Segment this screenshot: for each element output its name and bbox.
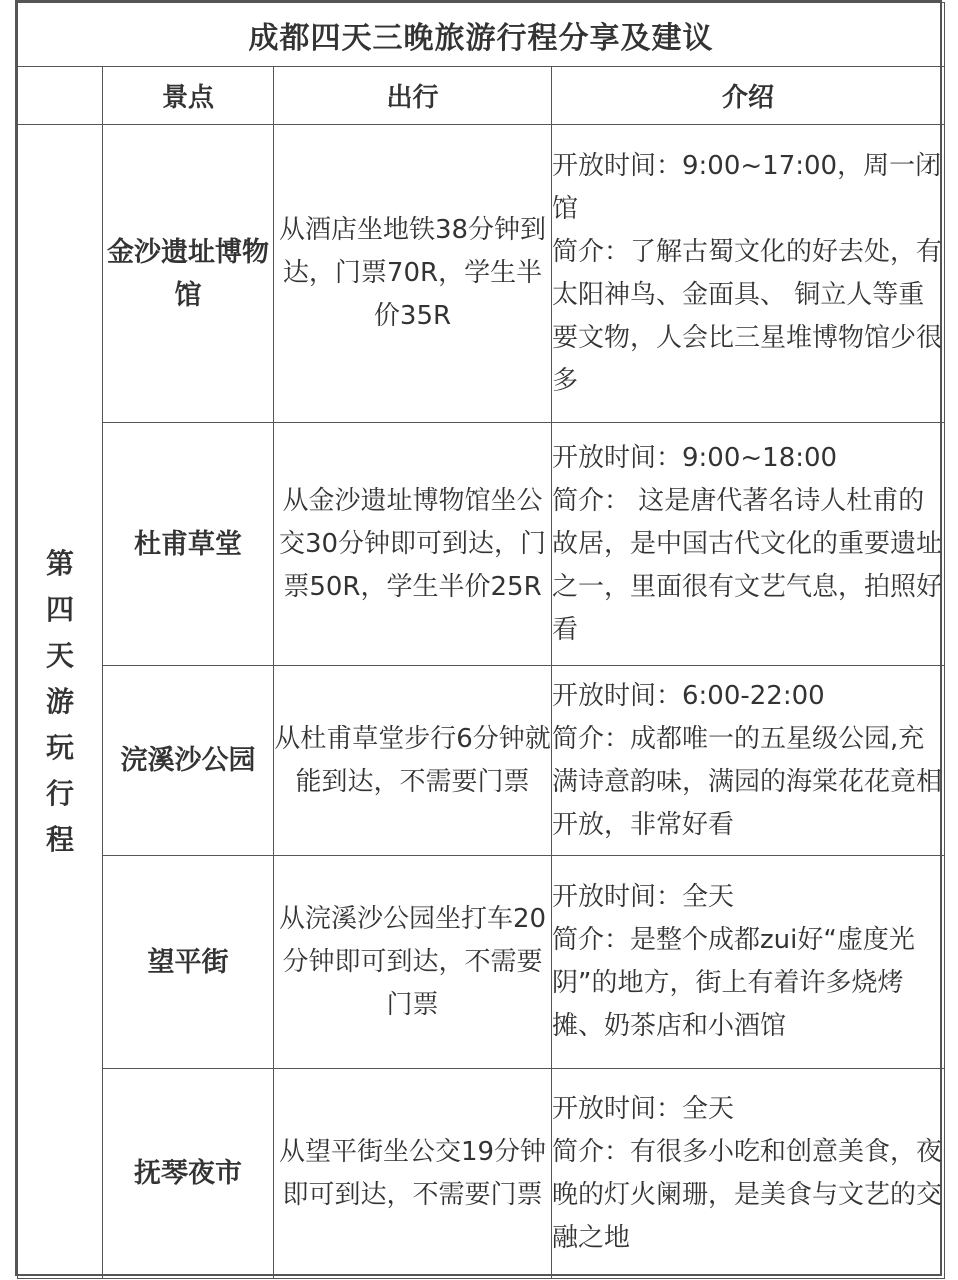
table-row <box>18 125 945 423</box>
header-row <box>18 67 945 125</box>
header-travel: 出行 <box>274 67 552 125</box>
spot-name: 金沙遗址博物馆 <box>103 125 274 423</box>
opening-hours: 开放时间：全天 <box>552 1093 735 1124</box>
table-row <box>18 856 945 1069</box>
day-label: 第四天游玩行程 <box>45 546 74 856</box>
spot-name: 望平街 <box>103 856 274 1069</box>
day-label-cell <box>18 125 103 1279</box>
travel-info: 从望平街坐公交19分钟即可到达，不需要门票 <box>274 1069 552 1279</box>
intro-text: 简介：了解古蜀文化的好去处，有太阳神鸟、金面具、 铜立人等重要文物，人会比三星堆博物馆少很多 <box>552 236 943 396</box>
opening-hours: 开放时间：9:00~17:00，周一闭馆 <box>552 150 942 224</box>
header-blank <box>18 67 103 125</box>
intro-cell <box>552 666 945 856</box>
header-intro: 介绍 <box>552 67 945 125</box>
opening-hours: 开放时间：6:00-22:00 <box>552 680 825 711</box>
itinerary-sheet <box>15 0 942 1276</box>
opening-hours: 开放时间：全天 <box>552 882 735 912</box>
spot-name: 杜甫草堂 <box>103 423 274 666</box>
intro-text: 简介：成都唯一的五星级公园,充满诗意韵味，满园的海棠花花竟相开放，非常好看 <box>552 723 943 840</box>
travel-info: 从浣溪沙公园坐打车20分钟即可到达，不需要门票 <box>274 856 552 1069</box>
spot-name: 浣溪沙公园 <box>103 666 274 856</box>
intro-text: 简介： 这是唐代著名诗人杜甫的故居，是中国古代文化的重要遗址之一，里面很有文艺气息，拍照好看 <box>552 485 943 645</box>
table-row <box>18 423 945 666</box>
opening-hours: 开放时间：9:00~18:00 <box>552 442 838 473</box>
page-title: 成都四天三晚旅游行程分享及建议 <box>18 3 945 67</box>
travel-info: 从杜甫草堂步行6分钟就能到达，不需要门票 <box>274 666 552 856</box>
table-row <box>18 1069 945 1279</box>
intro-text: 简介：是整个成都zui好“虚度光阴”的地方，街上有着许多烧烤摊、奶茶店和小酒馆 <box>552 925 915 1041</box>
intro-cell <box>552 856 945 1069</box>
intro-cell <box>552 125 945 423</box>
intro-cell <box>552 1069 945 1279</box>
header-spot: 景点 <box>103 67 274 125</box>
travel-info: 从金沙遗址博物馆坐公交30分钟即可到达，门票50R，学生半价25R <box>274 423 552 666</box>
title-row <box>18 3 945 67</box>
travel-info: 从酒店坐地铁38分钟到达，门票70R，学生半价35R <box>274 125 552 423</box>
table-row <box>18 666 945 856</box>
intro-text: 简介：有很多小吃和创意美食，夜晚的灯火阑珊，是美食与文艺的交融之地 <box>552 1136 943 1253</box>
itinerary-table <box>17 2 945 1279</box>
intro-cell <box>552 423 945 666</box>
spot-name: 抚琴夜市 <box>103 1069 274 1279</box>
